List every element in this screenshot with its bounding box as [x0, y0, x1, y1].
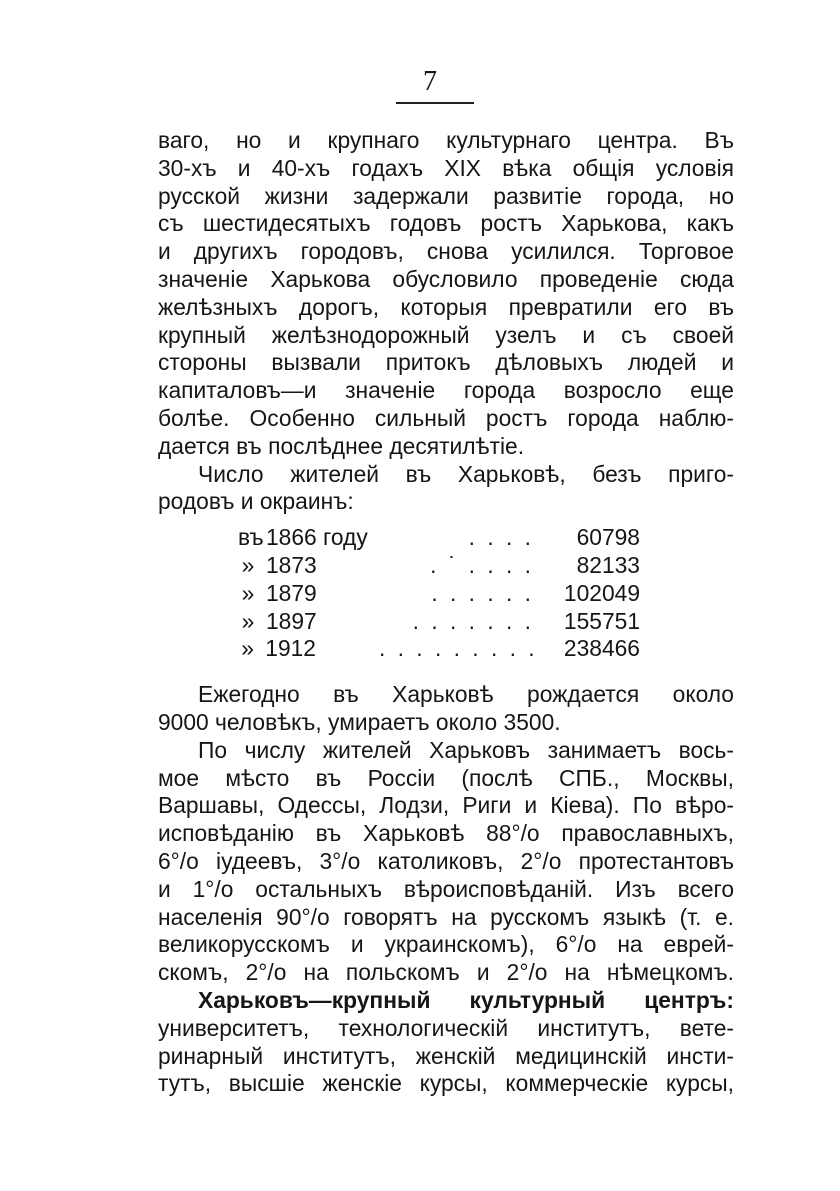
text-line: 9000 человѣкъ, умираетъ около 3500.: [158, 708, 561, 735]
text-line: великорусскомъ и украинскомъ), 6°/о на еврей-: [158, 931, 734, 958]
text-line: скомъ, 2°/о на польскомъ и 2°/о на нѣмецкомъ.: [158, 959, 734, 986]
paragraph-city-growth: [158, 127, 734, 461]
row-year: 1912: [265, 635, 316, 662]
row-leader-dots: . . . . . .: [431, 579, 534, 606]
page-number: 7: [423, 66, 437, 97]
text-line: Варшавы, Одессы, Лодзи, Риги и Кіева). По вѣро-: [158, 792, 734, 819]
text-line: исповѣданію въ Харьковѣ 88°/о православныхъ,: [158, 820, 734, 847]
row-population: 60798: [576, 524, 640, 551]
text-line: и 1°/о остальныхъ вѣроисповѣданій. Изъ всего: [158, 875, 734, 902]
spacer: [158, 663, 734, 681]
text-line: населенія 90°/о говорятъ на русскомъ языкѣ (т. е.: [158, 903, 734, 930]
text-line: университетъ, технологическій институтъ, вете-: [158, 1014, 734, 1041]
row-population: 82133: [576, 551, 640, 578]
population-row: [238, 580, 640, 608]
text-line: Число жителей въ Харьковѣ, безъ приго-: [198, 460, 734, 487]
text-line: ринарный институтъ, женскій медицинскій инсти-: [158, 1042, 734, 1069]
population-row: [238, 608, 640, 636]
row-prefix: »: [241, 635, 254, 662]
text-line: По числу жителей Харьковъ занимаетъ вось-: [198, 736, 734, 763]
row-leader-dots: . . . .: [468, 524, 534, 551]
text-line: и другихъ городовъ, снова усилился. Торговое: [158, 238, 734, 265]
row-year: 1879: [266, 579, 317, 606]
row-year: 1873: [266, 551, 317, 578]
text-line: русской жизни задержали развитіе города, но: [158, 182, 734, 209]
text-line: съ шестидесятыхъ годовъ ростъ Харькова, какъ: [158, 210, 734, 237]
text-line: крупный желѣзнодорожный узелъ и съ своей: [158, 321, 734, 348]
text-line: капиталовъ—и значеніе города возросло еще: [158, 377, 734, 404]
text-line: Ежегодно въ Харьковѣ рождается около: [198, 681, 734, 708]
population-row: [238, 635, 640, 663]
text-line: болѣе. Особенно сильный ростъ города наблю-: [158, 404, 734, 431]
text-line: стороны вызвали притокъ дѣловыхъ людей и: [158, 349, 734, 376]
row-population: 238466: [563, 635, 640, 662]
text-line: дается въ послѣднее десятилѣтіе.: [158, 432, 525, 459]
row-year: 1897: [266, 607, 317, 634]
row-prefix: въ: [238, 524, 264, 551]
population-table: [238, 524, 640, 663]
population-row: [238, 552, 640, 580]
paragraph-religion-language: [158, 737, 734, 987]
paragraph-births-deaths: [158, 681, 734, 737]
row-leader-dots: . ˙ . . . .: [430, 551, 534, 578]
row-prefix: »: [241, 551, 255, 578]
page-body: [158, 127, 734, 1098]
text-line: мое мѣсто въ Россіи (послѣ СПБ., Москвы,: [158, 764, 734, 791]
spacer: [158, 516, 734, 524]
paragraph-population-intro: [158, 461, 734, 517]
culture-heading: Харьковъ—крупный культурный центръ:: [198, 986, 734, 1013]
population-row: [238, 524, 640, 552]
text-line: ваго, но и крупнаго культурнаго центра. Въ: [158, 127, 734, 153]
text-line: родовъ и окраинъ:: [158, 488, 354, 515]
text-line: 6°/о іудеевъ, 3°/о католиковъ, 2°/о протестантовъ: [158, 847, 734, 874]
row-year: 1866 году: [266, 524, 368, 551]
row-prefix: »: [241, 607, 255, 634]
header-rule: [396, 102, 474, 104]
row-prefix: »: [241, 579, 255, 606]
row-leader-dots: . . . . . . . . .: [378, 635, 538, 662]
text-line: желѣзныхъ дорогъ, которыя превратили его въ: [158, 293, 734, 320]
text-line: 30-хъ и 40-хъ годахъ XIX вѣка общія условія: [158, 154, 734, 181]
text-line: значеніе Харькова обусловило проведеніе сюда: [158, 265, 734, 292]
row-leader-dots: . . . . . . .: [412, 607, 534, 634]
text-line: тутъ, высшіе женскіе курсы, коммерческіе курсы,: [158, 1070, 734, 1097]
row-population: 102049: [563, 579, 640, 606]
paragraph-culture: [158, 987, 734, 1098]
row-population: 155751: [563, 607, 640, 634]
